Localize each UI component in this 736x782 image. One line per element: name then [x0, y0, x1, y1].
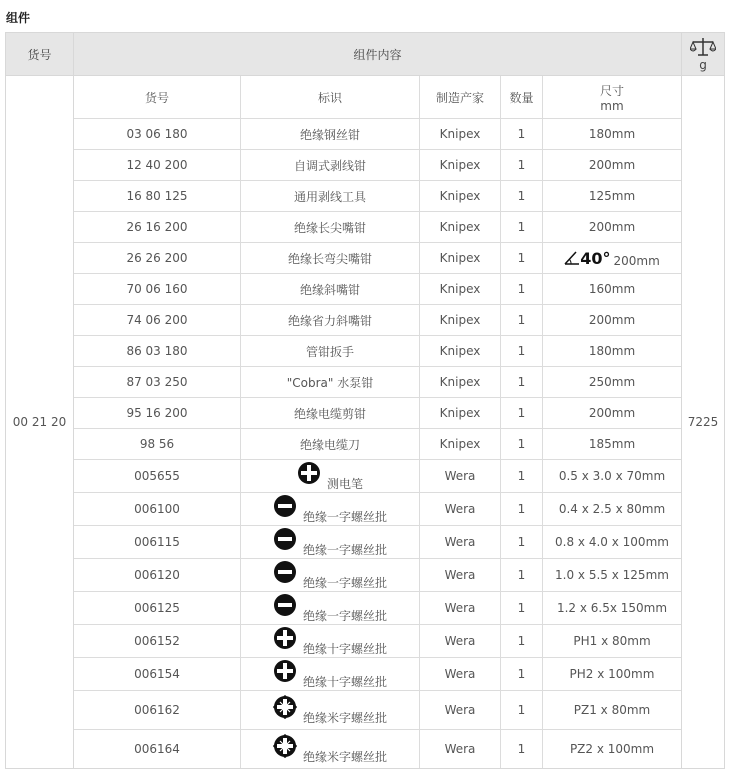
row-number: 95 16 200 [74, 398, 241, 429]
slotted-icon [273, 527, 297, 551]
row-size: 0.8 x 4.0 x 100mm [543, 526, 682, 559]
table-row [74, 493, 681, 526]
row-size: 180mm [543, 336, 682, 367]
row-label-cell [241, 559, 420, 592]
row-qty: 1 [501, 274, 543, 305]
row-number: 12 40 200 [74, 150, 241, 181]
inner-header-qty: 数量 [501, 76, 543, 119]
row-number: 70 06 160 [74, 274, 241, 305]
scale-icon [690, 36, 716, 58]
row-number: 98 56 [74, 429, 241, 460]
inner-header-label: 标识 [241, 76, 420, 119]
row-maker: Wera [420, 730, 501, 769]
row-label: 通用剥线工具 [241, 181, 420, 212]
row-qty: 1 [501, 730, 543, 769]
row-size: 0.5 x 3.0 x 70mm [543, 460, 682, 493]
row-number: 26 16 200 [74, 212, 241, 243]
row-label: 管钳扳手 [241, 336, 420, 367]
row-label: 测电笔 [326, 476, 363, 491]
row-qty: 1 [501, 212, 543, 243]
row-number: 006162 [74, 691, 241, 730]
row-number: 03 06 180 [74, 119, 241, 150]
row-qty: 1 [501, 181, 543, 212]
table-row [74, 592, 681, 625]
row-qty: 1 [501, 398, 543, 429]
row-number: 006164 [74, 730, 241, 769]
row-maker: Wera [420, 625, 501, 658]
row-qty: 1 [501, 559, 543, 592]
row-maker: Wera [420, 493, 501, 526]
table-row [74, 274, 681, 305]
row-label: 绝缘电缆剪钳 [241, 398, 420, 429]
row-number: 006115 [74, 526, 241, 559]
row-qty: 1 [501, 150, 543, 181]
row-size: 200mm [613, 253, 660, 268]
row-maker: Knipex [420, 336, 501, 367]
inner-header-maker: 制造产家 [420, 76, 501, 119]
inner-header-size [543, 76, 682, 119]
row-maker: Wera [420, 658, 501, 691]
table-row [74, 691, 681, 730]
table-row [74, 336, 681, 367]
row-size: 1.2 x 6.5x 150mm [543, 592, 682, 625]
section-title: 组件 [6, 11, 31, 25]
set-number: 00 21 20 [6, 76, 74, 769]
row-label-cell [241, 460, 420, 493]
table-row [74, 243, 681, 274]
row-qty: 1 [501, 243, 543, 274]
table-row [74, 367, 681, 398]
row-label-cell [241, 526, 420, 559]
row-size: PZ1 x 80mm [543, 691, 682, 730]
row-qty: 1 [501, 305, 543, 336]
angle-value: 40° [580, 248, 611, 268]
row-size: 1.0 x 5.5 x 125mm [543, 559, 682, 592]
table-row [74, 305, 681, 336]
row-qty: 1 [501, 429, 543, 460]
row-maker: Wera [420, 526, 501, 559]
weight-unit: g [699, 58, 707, 72]
table-row [74, 460, 681, 493]
size-label: 尺寸 [599, 83, 624, 98]
row-qty: 1 [501, 691, 543, 730]
pozidriv-icon [273, 734, 297, 758]
size-unit: mm [600, 98, 624, 113]
table-row [74, 119, 681, 150]
row-qty: 1 [501, 119, 543, 150]
row-label-cell [241, 658, 420, 691]
row-label-cell [241, 592, 420, 625]
table-row [74, 429, 681, 460]
row-label: 绝缘米字螺丝批 [302, 710, 387, 725]
slotted-icon [273, 494, 297, 518]
row-number: 006120 [74, 559, 241, 592]
slotted-icon [273, 560, 297, 584]
row-maker: Knipex [420, 181, 501, 212]
table-row [74, 658, 681, 691]
row-qty: 1 [501, 336, 543, 367]
phillips-icon [273, 659, 297, 683]
row-size: 125mm [543, 181, 682, 212]
row-number: 005655 [74, 460, 241, 493]
row-label: 绝缘长弯尖嘴钳 [241, 243, 420, 274]
row-qty: 1 [501, 460, 543, 493]
pozidriv-icon [273, 695, 297, 719]
row-maker: Knipex [420, 150, 501, 181]
row-size: 200mm [543, 150, 682, 181]
row-label: 绝缘十字螺丝批 [302, 641, 387, 656]
row-qty: 1 [501, 592, 543, 625]
row-label: 绝缘斜嘴钳 [241, 274, 420, 305]
row-qty: 1 [501, 625, 543, 658]
row-qty: 1 [501, 658, 543, 691]
row-label-cell [241, 691, 420, 730]
angle-icon [564, 250, 580, 266]
header-set-number: 货号 [6, 33, 74, 76]
table-row [74, 526, 681, 559]
row-label-cell [241, 625, 420, 658]
row-label: 绝缘长尖嘴钳 [241, 212, 420, 243]
row-size: 200mm [543, 212, 682, 243]
row-number: 006152 [74, 625, 241, 658]
row-maker: Knipex [420, 119, 501, 150]
slotted-icon [273, 593, 297, 617]
row-size: 0.4 x 2.5 x 80mm [543, 493, 682, 526]
table-row [74, 730, 681, 769]
row-qty: 1 [501, 526, 543, 559]
row-number: 006154 [74, 658, 241, 691]
row-label: 绝缘十字螺丝批 [302, 674, 387, 689]
row-size: 250mm [543, 367, 682, 398]
row-number: 74 06 200 [74, 305, 241, 336]
row-label: 绝缘省力斜嘴钳 [241, 305, 420, 336]
row-maker: Wera [420, 460, 501, 493]
row-label: 绝缘一字螺丝批 [302, 509, 387, 524]
row-maker: Knipex [420, 212, 501, 243]
row-qty: 1 [501, 493, 543, 526]
row-label: 自调式剥线钳 [241, 150, 420, 181]
row-label-cell [241, 493, 420, 526]
table-row [74, 212, 681, 243]
row-size: 200mm [543, 305, 682, 336]
table-row [74, 559, 681, 592]
table-row [74, 181, 681, 212]
row-number: 006100 [74, 493, 241, 526]
row-maker: Knipex [420, 429, 501, 460]
row-size: 180mm [543, 119, 682, 150]
row-label: 绝缘钢丝钳 [241, 119, 420, 150]
row-number: 16 80 125 [74, 181, 241, 212]
row-label: 绝缘一字螺丝批 [302, 608, 387, 623]
row-maker: Wera [420, 691, 501, 730]
row-label: 绝缘米字螺丝批 [302, 749, 387, 764]
row-size: 160mm [543, 274, 682, 305]
row-maker: Knipex [420, 243, 501, 274]
row-maker: Wera [420, 592, 501, 625]
row-size: PH2 x 100mm [543, 658, 682, 691]
row-maker: Wera [420, 559, 501, 592]
header-content: 组件内容 [74, 33, 682, 76]
row-maker: Knipex [420, 367, 501, 398]
row-label-cell [241, 730, 420, 769]
header-weight [682, 33, 725, 76]
phillips-icon [273, 626, 297, 650]
table-row [74, 398, 681, 429]
phillips-icon [297, 461, 321, 485]
inner-header-no: 货号 [74, 76, 241, 119]
row-label: 绝缘电缆刀 [241, 429, 420, 460]
table-row [74, 150, 681, 181]
row-label: 绝缘一字螺丝批 [302, 542, 387, 557]
row-number: 26 26 200 [74, 243, 241, 274]
row-size: 185mm [543, 429, 682, 460]
table-row [74, 625, 681, 658]
row-size: PZ2 x 100mm [543, 730, 682, 769]
components-table [5, 32, 725, 769]
row-number: 86 03 180 [74, 336, 241, 367]
row-maker: Knipex [420, 398, 501, 429]
row-maker: Knipex [420, 305, 501, 336]
row-size-cell [543, 243, 682, 274]
row-label: 绝缘一字螺丝批 [302, 575, 387, 590]
row-label: "Cobra" 水泵钳 [241, 367, 420, 398]
content-table [74, 76, 681, 768]
row-size: PH1 x 80mm [543, 625, 682, 658]
row-qty: 1 [501, 367, 543, 398]
row-number: 006125 [74, 592, 241, 625]
row-maker: Knipex [420, 274, 501, 305]
row-number: 87 03 250 [74, 367, 241, 398]
row-size: 200mm [543, 398, 682, 429]
set-weight: 7225 [682, 76, 725, 769]
